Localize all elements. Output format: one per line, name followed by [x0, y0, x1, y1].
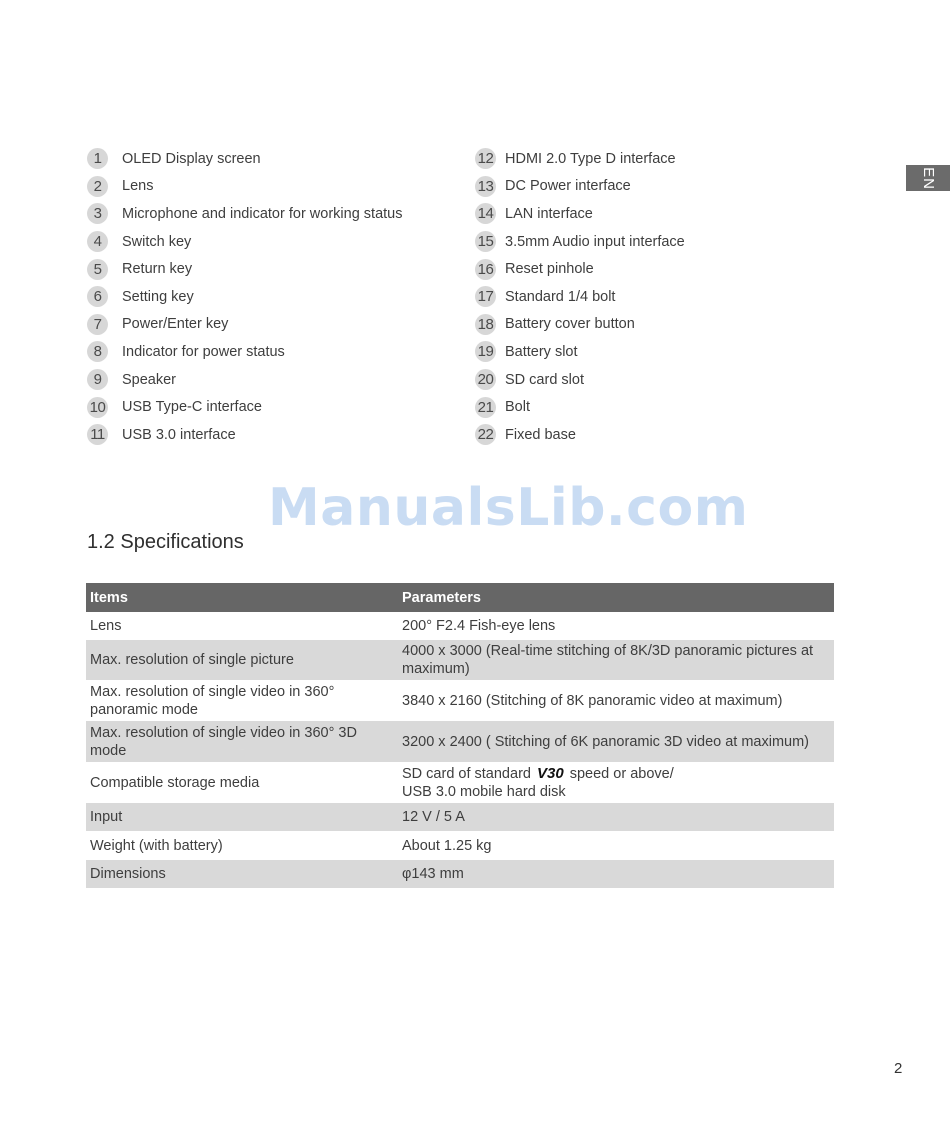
part-label: Microphone and indicator for working status — [122, 205, 403, 222]
spec-parameter: About 1.25 kg — [398, 831, 834, 860]
table-row — [86, 680, 834, 721]
part-item — [87, 173, 402, 201]
header-parameters: Parameters — [398, 583, 834, 612]
part-number-badge: 16 — [475, 259, 496, 280]
table-row — [86, 640, 834, 680]
part-number-badge: 20 — [475, 369, 496, 390]
part-label: Bolt — [505, 399, 530, 416]
table-row — [86, 831, 834, 860]
v30-speed-class-icon: V30 — [537, 764, 564, 782]
table-header-row — [86, 583, 834, 612]
part-label: Speaker — [122, 371, 177, 388]
part-item — [87, 421, 402, 449]
spec-parameter-text: USB 3.0 mobile hard disk — [402, 783, 566, 800]
part-label: HDMI 2.0 Type D interface — [505, 150, 676, 167]
page-number: 2 — [894, 1060, 903, 1077]
part-number-badge: 6 — [87, 286, 108, 307]
part-number-badge: 17 — [475, 286, 496, 307]
part-item — [87, 338, 402, 366]
table-row — [86, 860, 834, 888]
spec-parameter: 4000 x 3000 (Real-time stitching of 8K/3D panoramic pictures at maximum) — [398, 640, 834, 680]
specifications-table — [86, 583, 834, 888]
part-label: Lens — [122, 178, 154, 195]
part-item — [475, 393, 685, 421]
part-number-badge: 19 — [475, 341, 496, 362]
part-item — [475, 200, 685, 228]
spec-item: Dimensions — [86, 860, 398, 888]
part-number-badge: 1 — [87, 148, 108, 169]
part-label: DC Power interface — [505, 178, 631, 195]
spec-parameter — [398, 762, 834, 803]
header-items: Items — [86, 583, 398, 612]
parts-column-right — [475, 145, 685, 449]
part-number-badge: 11 — [87, 424, 108, 445]
spec-parameter-text: SD card of standard — [402, 765, 531, 782]
part-item — [475, 338, 685, 366]
part-item — [475, 283, 685, 311]
spec-parameter: 200° F2.4 Fish-eye lens — [398, 612, 834, 640]
part-label: Return key — [122, 261, 193, 278]
part-label: USB 3.0 interface — [122, 426, 236, 443]
part-label: Setting key — [122, 288, 194, 305]
part-number-badge: 3 — [87, 203, 108, 224]
part-item — [475, 421, 685, 449]
table-row — [86, 762, 834, 803]
spec-item: Max. resolution of single picture — [86, 640, 398, 680]
part-number-badge: 9 — [87, 369, 108, 390]
part-label: OLED Display screen — [122, 150, 261, 167]
part-item — [87, 255, 402, 283]
part-number-badge: 8 — [87, 341, 108, 362]
part-number-badge: 14 — [475, 203, 496, 224]
section-title: 1.2 Specifications — [87, 531, 244, 553]
spec-parameter-text: speed or above/ — [569, 765, 674, 782]
part-label: Reset pinhole — [505, 261, 594, 278]
table-row — [86, 721, 834, 762]
spec-parameter: 3840 x 2160 (Stitching of 8K panoramic video at maximum) — [398, 680, 834, 721]
spec-item: Input — [86, 803, 398, 831]
part-number-badge: 13 — [475, 176, 496, 197]
part-label: Battery cover button — [505, 316, 635, 333]
part-number-badge: 12 — [475, 148, 496, 169]
part-number-badge: 5 — [87, 259, 108, 280]
part-item — [87, 145, 402, 173]
spec-item: Max. resolution of single video in 360° panoramic mode — [86, 680, 398, 721]
part-label: Fixed base — [505, 426, 576, 443]
table-row — [86, 803, 834, 831]
table-row — [86, 612, 834, 640]
spec-item: Max. resolution of single video in 360° 3D mode — [86, 721, 398, 762]
part-item — [475, 145, 685, 173]
part-number-badge: 21 — [475, 397, 496, 418]
part-item — [87, 311, 402, 339]
part-item — [87, 228, 402, 256]
spec-item: Compatible storage media — [86, 762, 398, 803]
part-label: SD card slot — [505, 371, 584, 388]
part-label: 3.5mm Audio input interface — [505, 233, 685, 250]
part-number-badge: 15 — [475, 231, 496, 252]
part-number-badge: 22 — [475, 424, 496, 445]
part-item — [475, 366, 685, 394]
part-label: LAN interface — [505, 205, 593, 222]
part-item — [475, 173, 685, 201]
spec-parameter: 3200 x 2400 ( Stitching of 6K panoramic 3D video at maximum) — [398, 721, 834, 762]
spec-item: Weight (with battery) — [86, 831, 398, 860]
part-label: Battery slot — [505, 343, 578, 360]
part-label: Switch key — [122, 233, 192, 250]
part-item — [475, 255, 685, 283]
language-tab — [906, 165, 950, 191]
part-label: USB Type-C interface — [122, 399, 262, 416]
part-number-badge: 4 — [87, 231, 108, 252]
part-item — [87, 200, 402, 228]
part-item — [475, 311, 685, 339]
part-number-badge: 18 — [475, 314, 496, 335]
part-item — [87, 366, 402, 394]
spec-item: Lens — [86, 612, 398, 640]
language-tab-label: EN — [919, 166, 937, 190]
parts-column-left — [87, 145, 402, 449]
part-label: Indicator for power status — [122, 343, 285, 360]
part-item — [87, 283, 402, 311]
part-item — [475, 228, 685, 256]
part-label: Standard 1/4 bolt — [505, 288, 616, 305]
part-number-badge: 7 — [87, 314, 108, 335]
part-label: Power/Enter key — [122, 316, 229, 333]
part-item — [87, 393, 402, 421]
spec-parameter: φ143 mm — [398, 860, 834, 888]
spec-parameter: 12 V / 5 A — [398, 803, 834, 831]
part-number-badge: 2 — [87, 176, 108, 197]
watermark: ManualsLib.com — [268, 478, 749, 538]
part-number-badge: 10 — [87, 397, 108, 418]
